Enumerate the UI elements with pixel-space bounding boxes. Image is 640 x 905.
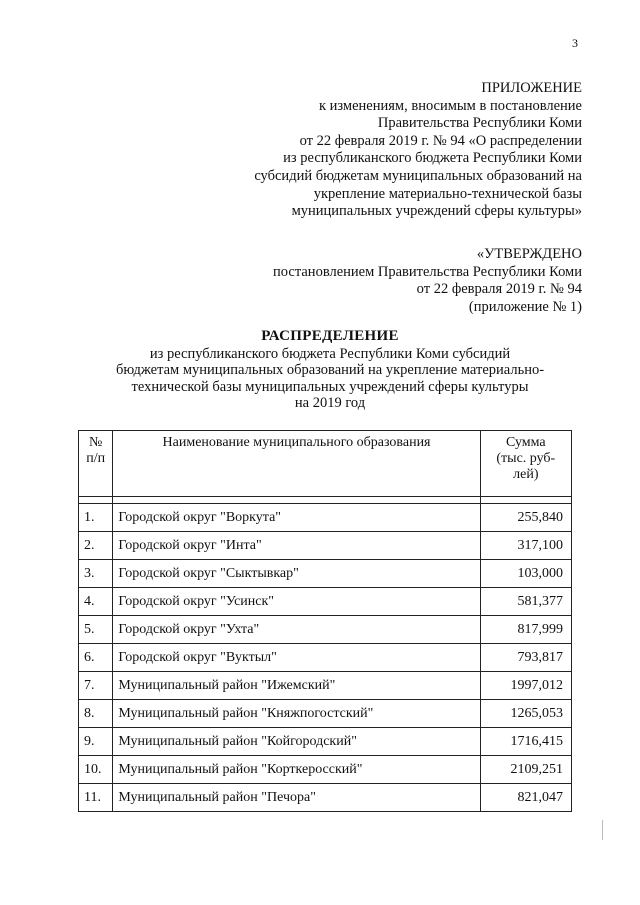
row-num: 9. xyxy=(79,728,113,756)
appendix-line: муниципальных учреждений сферы культуры» xyxy=(291,203,582,220)
row-sum: 1997,012 xyxy=(480,672,571,700)
approved-line: (приложение № 1) xyxy=(468,298,582,315)
title-line: на 2019 год xyxy=(294,395,366,411)
row-name: Городской округ "Инта" xyxy=(113,532,480,560)
appendix-line: субсидий бюджетам муниципальных образований на xyxy=(254,167,582,184)
document-title-block xyxy=(100,328,560,412)
row-sum: 581,377 xyxy=(480,588,571,616)
appendix-line: Правительства Республики Коми xyxy=(377,115,582,132)
row-sum: 317,100 xyxy=(480,532,571,560)
appendix-block xyxy=(202,80,582,221)
row-name: Городской округ "Вуктыл" xyxy=(113,644,480,672)
row-name: Муниципальный район "Княжпогостский" xyxy=(113,700,480,728)
row-name: Городской округ "Воркута" xyxy=(113,504,480,532)
document-heading: РАСПРЕДЕЛЕНИЕ xyxy=(261,328,399,344)
row-num: 5. xyxy=(79,616,113,644)
row-sum: 821,047 xyxy=(480,784,571,812)
header-sum-line: лей) xyxy=(513,467,539,482)
row-num: 3. xyxy=(79,560,113,588)
table-row xyxy=(79,784,572,812)
page-number: 3 xyxy=(572,36,578,50)
row-sum: 793,817 xyxy=(480,644,571,672)
table-row xyxy=(79,532,572,560)
header-num-line: № xyxy=(89,435,103,450)
row-name: Муниципальный район "Печора" xyxy=(113,784,480,812)
table-row xyxy=(79,728,572,756)
appendix-line: к изменениям, вносимым в постановление xyxy=(318,97,582,114)
table-body xyxy=(79,497,572,812)
table-row xyxy=(79,560,572,588)
row-sum: 103,000 xyxy=(480,560,571,588)
row-sum: 817,999 xyxy=(480,616,571,644)
row-name: Городской округ "Усинск" xyxy=(113,588,480,616)
row-num: 10. xyxy=(79,756,113,784)
row-name: Городской округ "Сыктывкар" xyxy=(113,560,480,588)
appendix-line: от 22 февраля 2019 г. № 94 «О распределении xyxy=(299,132,582,149)
scan-artifact xyxy=(602,820,603,840)
row-sum: 1716,415 xyxy=(480,728,571,756)
table-row xyxy=(79,672,572,700)
table-row xyxy=(79,616,572,644)
row-num: 8. xyxy=(79,700,113,728)
row-name: Муниципальный район "Койгородский" xyxy=(113,728,480,756)
table-spacer xyxy=(79,497,572,504)
row-num: 2. xyxy=(79,532,113,560)
table-row xyxy=(79,644,572,672)
table-row xyxy=(79,756,572,784)
header-sum-line: Сумма xyxy=(505,435,546,450)
distribution-table xyxy=(78,430,572,812)
table-row xyxy=(79,504,572,532)
row-num: 11. xyxy=(79,784,113,812)
appendix-line: укрепление материально-технической базы xyxy=(313,185,582,202)
row-sum: 255,840 xyxy=(480,504,571,532)
header-sum xyxy=(480,431,571,497)
header-sum-line: (тыс. руб- xyxy=(496,451,556,466)
header-num xyxy=(79,431,113,497)
table-row xyxy=(79,588,572,616)
approved-line: от 22 февраля 2019 г. № 94 xyxy=(416,281,582,298)
approved-block xyxy=(202,246,582,316)
table-row xyxy=(79,700,572,728)
header-num-line: п/п xyxy=(86,451,106,466)
row-num: 6. xyxy=(79,644,113,672)
title-line: бюджетам муниципальных образований на укрепление материально- xyxy=(115,362,545,378)
appendix-line: из республиканского бюджета Республики Коми xyxy=(283,150,582,167)
row-name: Муниципальный район "Ижемский" xyxy=(113,672,480,700)
row-num: 4. xyxy=(79,588,113,616)
table-header-row xyxy=(79,431,572,497)
appendix-title: ПРИЛОЖЕНИЕ xyxy=(481,80,582,96)
approved-title: «УТВЕРЖДЕНО xyxy=(476,246,582,262)
header-name: Наименование муниципального образования xyxy=(113,431,480,497)
row-num: 7. xyxy=(79,672,113,700)
row-num: 1. xyxy=(79,504,113,532)
row-name: Городской округ "Ухта" xyxy=(113,616,480,644)
title-line: технической базы муниципальных учреждений сферы культуры xyxy=(131,378,529,395)
row-sum: 1265,053 xyxy=(480,700,571,728)
title-line: из республиканского бюджета Республики Коми субсидий xyxy=(149,345,511,362)
row-name: Муниципальный район "Корткеросский" xyxy=(113,756,480,784)
row-sum: 2109,251 xyxy=(480,756,571,784)
approved-line: постановлением Правительства Республики Коми xyxy=(273,263,582,280)
